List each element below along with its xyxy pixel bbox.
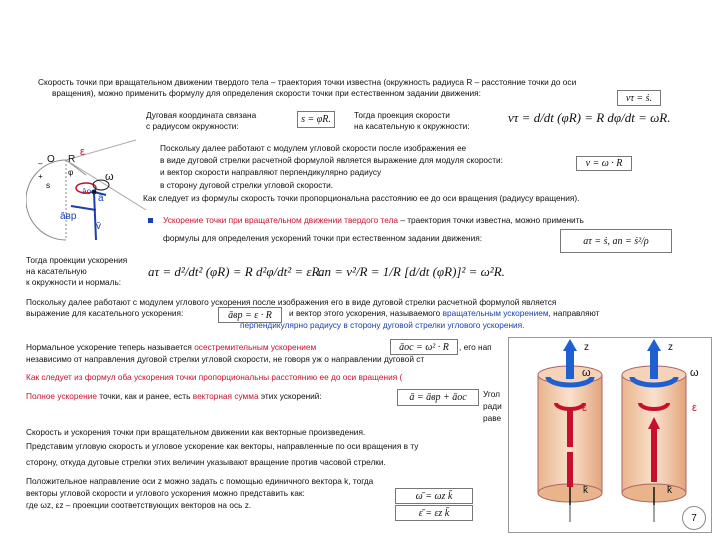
- fig-s: s: [46, 180, 51, 190]
- total-accel-end: этих ускорений:: [258, 391, 322, 401]
- speed-line-2: в виде дуговой стрелки расчетной формулой является выражение для модуля скорости:: [160, 155, 503, 165]
- term-centripetal-accel: осестремительным ускорением: [194, 342, 317, 352]
- vector-line-1: Скорость и ускорения точки при вращательном движении как векторные произведения.: [26, 427, 366, 437]
- speed-line-1: Поскольку далее работают с модулем угловой скорости после изображения ее: [160, 143, 467, 153]
- accel-line-2: формулы для определения ускорений точки при естественном задании движения:: [163, 233, 483, 243]
- formula-a-vr: āвр = ε · R: [218, 307, 282, 323]
- fig-O: O: [47, 154, 55, 165]
- total-accel-line: [26, 391, 322, 401]
- arc-label-2: с радиусом окружности:: [146, 121, 239, 131]
- axis-line-3: где ωz, εz – проекции соответствующих векторов на ось z.: [26, 500, 252, 510]
- cyl-z-left: z: [584, 342, 589, 353]
- eps-line-3: перпендикулярно радиусу в сторону дуговой стрелки углового ускорения.: [240, 320, 525, 330]
- vector-line-2: Представим угловую скорость и угловое ускорение как векторы, направленные по оси вращения в ту: [26, 441, 419, 451]
- cyl-k-left: k̄: [583, 485, 588, 496]
- fig-minus: –: [38, 158, 43, 168]
- formula-eps-vec: ε̄ = εz k̄: [395, 505, 473, 521]
- proj-line-3: к окружности и нормаль:: [26, 277, 122, 287]
- total-accel-text: точки, как и ранее, есть: [96, 391, 193, 401]
- accel-title-line: [163, 215, 584, 225]
- side-text-3: раве: [483, 413, 502, 423]
- norm-line-1a: Нормальное ускорение теперь называется: [26, 342, 195, 352]
- fig-a: ā: [98, 193, 104, 204]
- fig-plus: +: [38, 171, 43, 181]
- formula-a-sum: ā = āвр + āос: [397, 389, 479, 406]
- formula-v-derivative: vτ = d/dt (φR) = R dφ/dt = ωR.: [508, 110, 671, 125]
- proportional-line: Как следует из формул оба ускорения точки пропорциональны расстоянию ее до оси вращения (: [26, 372, 403, 382]
- accel-title-rest: – траектория точки известна, можно применить: [398, 215, 584, 225]
- norm-line-2: независимо от направления дуговой стрелки угловой скорости, не говоря уж о направлении дуговой ст: [26, 354, 425, 364]
- term-total-accel: Полное ускорение: [26, 391, 97, 401]
- formula-a-tau-full: aτ = d²/dt² (φR) = R d²φ/dt² = εR.: [148, 264, 323, 279]
- accel-title: Ускорение точки при вращательном движении твердого тела: [163, 215, 399, 225]
- term-rotational-accel: вращательным ускорением: [442, 308, 549, 318]
- fig-v: v̄: [96, 221, 101, 232]
- axis-line-1: Положительное направление оси z можно задать с помощью единичного вектора k, тогда: [26, 476, 374, 486]
- eps-line-1: Поскольку далее работают с модулем углового ускорения после изображения его в виде дуговой стрелки расчетной формулой является: [26, 297, 557, 307]
- norm-line-1c: , его нап: [459, 342, 492, 352]
- fig-a-vr: āвр: [60, 211, 77, 222]
- eps-line-2d-text: , направляют: [548, 308, 600, 318]
- formula-omega-vec: ω̄ = ωz k̄: [395, 488, 473, 504]
- side-text-2: ради: [483, 401, 502, 411]
- formula-a-os: āос = ω² · R: [390, 339, 458, 355]
- norm-line-1: [26, 342, 316, 352]
- intro-line-2: вращения), можно применить формулу для определения скорости точки при естественном задании движения:: [52, 88, 481, 98]
- eps-line-2a: выражение для касательного ускорения:: [26, 308, 184, 318]
- bullet-icon: [148, 218, 153, 223]
- vector-line-3: сторону, откуда дуговые стрелки этих величин указывают вращение против часовой стрелки.: [26, 457, 386, 467]
- intro-line-1: Скорость точки при вращательном движении твердого тела – траектория точки известна (окружность радиуса R – расстояние точки до оси: [38, 77, 577, 87]
- speed-line-3: и вектор скорости направляют перпендикулярно радиусу: [160, 167, 382, 177]
- proj-line-2: на касательную: [26, 266, 87, 276]
- formula-v-mod: v = ω · R: [576, 156, 632, 171]
- cyl-omega-left: ω: [582, 367, 591, 379]
- eps-line-2b-text: и вектор этого ускорения, называемого: [289, 308, 443, 318]
- arc-label-1: Дуговая координата связана: [146, 110, 257, 120]
- tangent-label-2: на касательную к окружности:: [354, 121, 470, 131]
- cyl-z-right: z: [668, 342, 673, 353]
- formula-a-tau-n: aτ = ṡ, an = ṡ²/ρ: [560, 229, 672, 253]
- speed-line-4: в сторону дуговой стрелки угловой скорости.: [160, 180, 334, 190]
- cyl-eps-left: ε: [582, 402, 587, 414]
- eps-line-2b: [289, 308, 599, 318]
- formula-v-tau: vτ = ṡ.: [617, 90, 661, 106]
- cylinder-figure: [508, 337, 710, 531]
- term-vector-sum: векторная сумма: [192, 391, 259, 401]
- fig-R: R: [68, 154, 76, 165]
- proj-line-1: Тогда проекции ускорения: [26, 255, 128, 265]
- page-number: 7: [682, 506, 706, 530]
- speed-line-5: Как следует из формулы скорость точки пропорциональна расстоянию ее до оси вращения (радиусу вращения).: [143, 193, 580, 203]
- formula-s: s = φR.: [297, 111, 335, 128]
- cyl-eps-right: ε: [692, 402, 697, 414]
- fig-a-os: āос: [82, 186, 96, 196]
- formula-a-n-full: an = v²/R = 1/R [d/dt (φR)]² = ω²R.: [318, 264, 505, 279]
- fig-omega: ω: [105, 171, 114, 183]
- cyl-k-right: k̄: [667, 485, 672, 496]
- cyl-omega-right: ω: [690, 367, 699, 379]
- tangent-label-1: Тогда проекция скорости: [354, 110, 450, 120]
- axis-line-2: векторы угловой скорости и углового ускорения можно представить как:: [26, 488, 305, 498]
- fig-eps: ε: [80, 146, 85, 158]
- fig-phi: φ: [68, 167, 74, 177]
- side-text-1: Угол: [483, 389, 501, 399]
